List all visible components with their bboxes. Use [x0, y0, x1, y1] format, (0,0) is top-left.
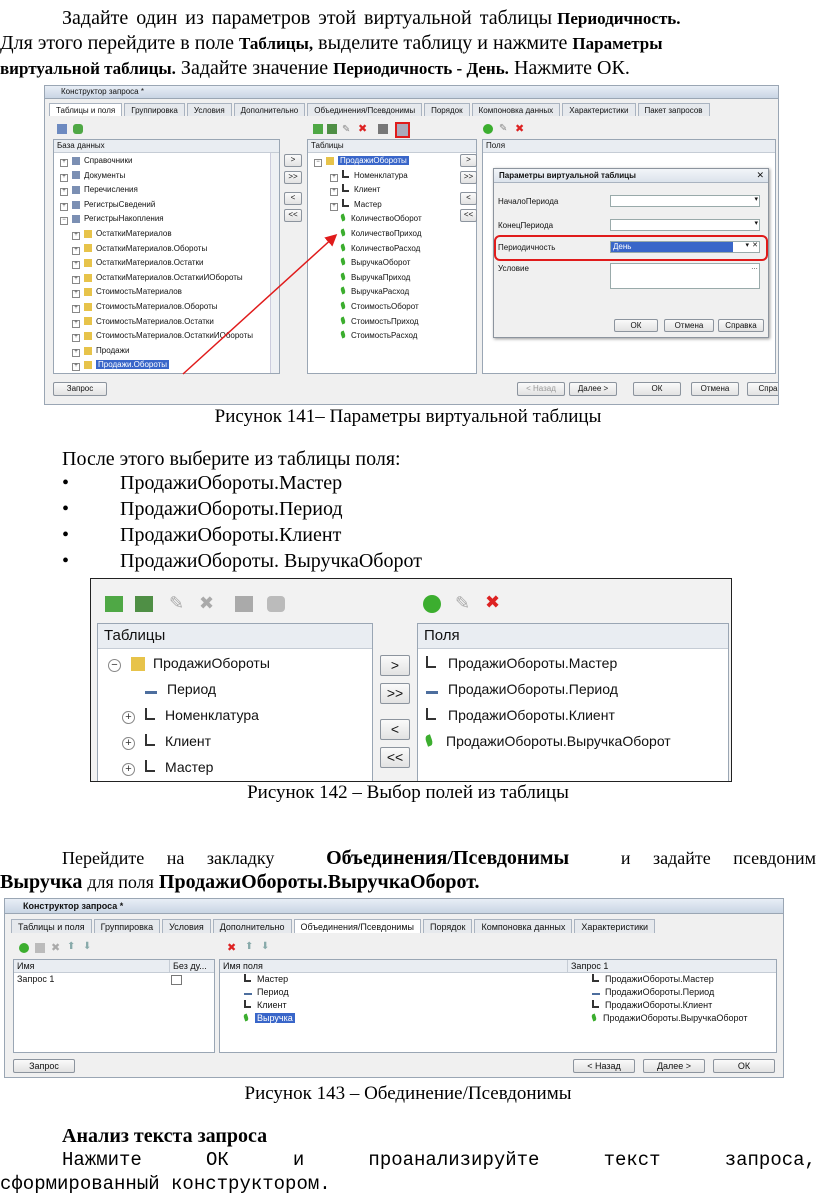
no-duplicates-checkbox[interactable] — [171, 975, 182, 985]
title-bar — [5, 899, 783, 914]
unions-paragraph — [0, 846, 816, 894]
tab-conditions[interactable]: Условия — [187, 103, 232, 116]
resource-icon — [424, 734, 433, 746]
hierarchy-icon — [145, 708, 155, 720]
label-period-end: КонецПериода — [498, 221, 554, 230]
expand-icon[interactable]: + — [72, 290, 80, 298]
hierarchy-icon — [145, 734, 155, 746]
field-label: ПродажиОбороты.Клиент — [448, 707, 615, 723]
tree-item-label: РегистрыСведений — [84, 199, 156, 209]
tree-item-label: Перечисления — [84, 185, 138, 195]
expand-icon[interactable]: + — [60, 159, 68, 167]
expand-icon[interactable]: + — [330, 188, 338, 196]
virtual-table-params-icon[interactable] — [267, 596, 285, 612]
ok-button[interactable]: ОК — [713, 1059, 775, 1073]
tree-item-label: ОстаткиМатериалов.Обороты — [96, 243, 208, 253]
next-button[interactable]: Далее > — [569, 382, 617, 396]
edit-icon[interactable]: ✎ — [342, 124, 351, 135]
expand-icon[interactable]: + — [60, 174, 68, 182]
delete-icon[interactable]: ✖ — [227, 942, 237, 954]
resource-icon — [591, 1014, 597, 1022]
analysis-word: Нажмите — [62, 1149, 142, 1171]
caption-141: Рисунок 141– Параметры виртуальной таблицы — [214, 406, 602, 427]
register-icon — [131, 657, 145, 671]
after-text: После этого выберите из таблицы поля: — [62, 448, 401, 470]
tree-row[interactable] — [122, 758, 213, 776]
list-item: • ПродажиОбороты. ВыручкаОборот — [62, 550, 422, 572]
tree-row[interactable] — [108, 654, 270, 672]
label-period-start: НачалоПериода — [498, 197, 559, 206]
tree-item-label: ВыручкаРасход — [351, 287, 410, 297]
next-button[interactable]: Далее > — [643, 1059, 705, 1073]
dimension-icon — [592, 993, 600, 995]
list-item: • ПродажиОбороты.Клиент — [62, 524, 342, 546]
tree-item-label: КоличествоОборот — [351, 214, 422, 224]
figure-141-query-builder — [44, 85, 779, 405]
tab-data-composition[interactable]: Компоновка данных — [474, 919, 572, 933]
expand-icon[interactable]: + — [72, 232, 80, 240]
source-field: ПродажиОбороты.ВыручкаОборот — [603, 1013, 748, 1023]
analysis-word: запроса, — [724, 1149, 816, 1171]
tree-item-label: КоличествоПриход — [351, 229, 422, 238]
delete-icon[interactable]: ✖ — [358, 123, 368, 135]
tab-additional[interactable]: Дополнительно — [234, 103, 306, 116]
analysis-word: текст — [603, 1149, 661, 1171]
tree-item-label: КоличествоРасход — [351, 243, 421, 253]
delete-icon[interactable]: ✖ — [51, 942, 61, 954]
label-periodicity: Периодичность — [498, 243, 556, 252]
tree-item-label: Продажи.Обороты — [98, 360, 168, 370]
tab-conditions[interactable]: Условия — [162, 919, 211, 933]
tree-item-label: ВыручкаПриход — [351, 272, 411, 282]
analysis-word: ОК — [205, 1149, 229, 1171]
tree-item-label: Мастер — [354, 199, 382, 209]
alias-name: Выручка — [257, 1013, 293, 1023]
edit-field-icon[interactable]: ✎ — [499, 123, 508, 134]
alias-cell[interactable] — [244, 973, 288, 986]
dialog-title: Параметры виртуальной таблицы — [499, 171, 636, 180]
tree-item-label: СтоимостьРасход — [351, 331, 418, 341]
hierarchy-icon — [592, 1000, 599, 1008]
list-item[interactable] — [426, 706, 615, 724]
alias-name: Клиент — [257, 1000, 287, 1010]
intro-paragraph — [0, 6, 816, 81]
hierarchy-icon — [426, 708, 436, 720]
column-query-1: Запрос 1 — [567, 960, 608, 972]
source-cell — [592, 1012, 747, 1025]
field-label: ПродажиОбороты.ВыручкаОборот — [446, 733, 671, 749]
tab-tables-fields[interactable]: Таблицы и поля — [49, 103, 122, 116]
tree-item-label: Клиент — [165, 733, 212, 749]
source-field: ПродажиОбороты.Мастер — [605, 974, 714, 984]
source-cell — [592, 986, 714, 999]
move-all-left-button[interactable]: << — [284, 209, 302, 222]
tree-row[interactable] — [122, 680, 216, 698]
expand-icon[interactable]: + — [72, 261, 80, 269]
expand-icon[interactable]: + — [122, 737, 135, 750]
delete-field-icon[interactable]: ✖ — [485, 592, 501, 612]
window-title: Конструктор запроса * — [23, 901, 124, 911]
tables-header: Таблицы — [98, 624, 372, 649]
hierarchy-icon — [145, 760, 155, 772]
tab-tables-fields[interactable]: Таблицы и поля — [11, 919, 92, 933]
source-cell — [592, 973, 714, 986]
expand-icon[interactable]: + — [60, 203, 68, 211]
tree-item-label: РегистрыНакопления — [84, 214, 164, 224]
add-table-icon[interactable] — [105, 596, 123, 612]
tab-grouping[interactable]: Группировка — [94, 919, 160, 933]
periodicity-value: День — [611, 242, 733, 252]
column-field-name: Имя поля — [223, 961, 263, 971]
ok-button[interactable]: ОК — [633, 382, 681, 396]
tree-item-label: СтоимостьМатериалов — [96, 287, 182, 297]
move-up-icon[interactable]: ⬆ — [245, 941, 254, 952]
tree-item-label: СтоимостьМатериалов.Остатки — [96, 316, 214, 326]
dialog-ok-button[interactable]: ОК — [614, 319, 658, 332]
move-up-icon[interactable]: ⬆ — [67, 941, 76, 952]
tab-unions-aliases[interactable]: Объединения/Псевдонимы — [307, 103, 422, 116]
expand-icon[interactable]: + — [72, 320, 80, 328]
unions-line-1: Перейдите на закладку Объединения/Псевдонимы и задайте псевдоним — [62, 847, 816, 869]
tree-item-label: Клиент — [354, 185, 381, 195]
analysis-line-1-words — [62, 1148, 816, 1172]
clear-icon[interactable]: ✕ — [752, 242, 758, 249]
add-all-fields-button[interactable]: >> — [460, 171, 477, 184]
analysis-word: проанализируйте — [368, 1149, 540, 1171]
column-no-duplicates: Без ду... — [169, 960, 207, 972]
tree-item-label: Номенклатура — [354, 170, 408, 180]
cancel-button[interactable]: Отмена — [691, 382, 739, 396]
database-header: База данных — [54, 140, 279, 153]
analysis-word: и — [292, 1149, 305, 1171]
move-left-button[interactable]: < — [284, 192, 302, 205]
alias-name: Мастер — [257, 974, 289, 984]
expand-icon[interactable]: − — [314, 159, 322, 167]
queries-header — [14, 960, 214, 973]
expand-icon[interactable]: + — [72, 349, 80, 357]
figure-142-fields-selection — [90, 578, 732, 782]
source-field: ПродажиОбороты.Клиент — [605, 1000, 713, 1010]
aliases-header — [220, 960, 776, 973]
back-button[interactable]: < Назад — [573, 1059, 635, 1073]
move-down-icon[interactable]: ⬇ — [261, 941, 270, 952]
list-item[interactable] — [426, 654, 617, 672]
chevron-down-icon[interactable]: ▾ — [754, 196, 758, 203]
expand-icon[interactable]: + — [60, 188, 68, 196]
tree-item-label: ОстаткиМатериалов.Остатки — [96, 258, 204, 268]
move-all-right-button[interactable]: >> — [284, 171, 302, 184]
list-item[interactable] — [426, 680, 618, 698]
edit-field-icon[interactable]: ✎ — [455, 593, 471, 613]
tree-item-label: СтоимостьМатериалов.ОстаткиИОбороты — [96, 331, 253, 341]
tab-grouping[interactable]: Группировка — [124, 103, 185, 116]
list-item[interactable] — [426, 732, 671, 750]
replace-table-icon[interactable] — [235, 596, 253, 612]
edit-icon[interactable]: ✎ — [169, 593, 185, 613]
red-arrow-annotation — [45, 86, 778, 404]
move-right-button[interactable]: > — [380, 655, 410, 676]
tree-item-label: Номенклатура — [165, 707, 259, 723]
fields-header: Поля — [483, 140, 775, 153]
alias-name: Период — [257, 987, 289, 997]
tree-item-label: ОстаткиМатериалов — [96, 229, 172, 238]
label-condition: Условие — [498, 264, 529, 273]
tab-additional[interactable]: Дополнительно — [213, 919, 292, 933]
dimension-icon — [426, 691, 438, 694]
tab-order[interactable]: Порядок — [424, 103, 470, 116]
tab-unions-aliases[interactable]: Объединения/Псевдонимы — [294, 919, 421, 933]
query-button[interactable]: Запрос — [53, 382, 107, 396]
hierarchy-icon — [244, 1000, 251, 1008]
tab-characteristics[interactable]: Характеристики — [574, 919, 655, 933]
close-icon[interactable]: ✕ — [756, 170, 764, 180]
table-row[interactable] — [220, 986, 776, 999]
move-down-icon[interactable]: ⬇ — [83, 941, 92, 952]
column-name: Имя — [17, 961, 35, 971]
intro-line-2: Для этого перейдите в поле Таблицы, выделите таблицу и нажмите Параметры — [0, 32, 663, 54]
tables-header: Таблицы — [308, 140, 476, 153]
dimension-icon — [145, 691, 157, 694]
tab-characteristics[interactable]: Характеристики — [562, 103, 635, 116]
move-left-button[interactable]: < — [380, 719, 410, 740]
tree-item-label: СтоимостьМатериалов.Обороты — [96, 302, 218, 311]
tree-item-label: ВыручкаОборот — [351, 258, 411, 268]
delete-icon[interactable]: ✖ — [199, 593, 215, 613]
source-cell — [592, 999, 712, 1012]
move-all-left-button[interactable]: << — [380, 747, 410, 768]
fields-panel — [417, 623, 729, 782]
fields-header: Поля — [418, 624, 728, 649]
table-row[interactable] — [220, 1012, 776, 1025]
tree-row[interactable] — [122, 732, 211, 750]
alias-cell[interactable] — [244, 986, 289, 999]
help-button[interactable]: Спра — [747, 382, 779, 396]
alias-cell[interactable] — [244, 1012, 295, 1025]
field-label: ПродажиОбороты.Мастер — [448, 655, 618, 671]
aliases-panel — [219, 959, 777, 1053]
chevron-down-icon[interactable]: ▾ — [745, 242, 749, 249]
tree-item-label: Мастер — [165, 759, 214, 775]
expand-icon[interactable]: + — [72, 305, 80, 313]
analysis-text — [0, 1148, 816, 1196]
tree-item-label: ОстаткиМатериалов.ОстаткиИОбороты — [96, 272, 243, 282]
queries-panel — [13, 959, 215, 1053]
expand-icon[interactable]: + — [72, 334, 80, 342]
ellipsis-icon[interactable]: … — [751, 264, 758, 271]
tab-bar — [5, 919, 783, 933]
expand-icon[interactable]: + — [72, 276, 80, 284]
aliases-rows — [220, 973, 776, 1025]
expand-icon[interactable]: + — [330, 203, 338, 211]
back-button[interactable]: < Назад — [517, 382, 565, 396]
tab-query-batch[interactable]: Пакет запросов — [638, 103, 710, 116]
add-subquery-icon[interactable] — [135, 596, 153, 612]
remove-field-button[interactable]: < — [460, 192, 477, 205]
copy-icon[interactable] — [35, 943, 45, 953]
unions-line-2: Выручка для поля ПродажиОбороты.ВыручкаОборот. — [0, 871, 480, 893]
analysis-line-1 — [0, 1148, 816, 1172]
list-item: • ПродажиОбороты.Мастер — [62, 472, 343, 494]
expand-icon[interactable]: + — [330, 174, 338, 182]
analysis-line-2: сформированный конструктором. — [0, 1173, 331, 1195]
tree-item-label: СтоимостьПриход — [351, 316, 419, 326]
analysis-heading: Анализ текста запроса — [62, 1125, 268, 1147]
hierarchy-icon — [426, 656, 436, 668]
tree-item-label: ПродажиОбороты — [153, 655, 270, 671]
expand-icon[interactable]: + — [72, 363, 80, 371]
tree-row[interactable] — [122, 706, 259, 724]
hierarchy-icon — [244, 974, 251, 982]
expand-icon[interactable]: − — [108, 659, 121, 672]
tree-item-label: Продажи — [96, 345, 130, 355]
table-row[interactable] — [220, 999, 776, 1012]
bullet: • — [62, 472, 70, 494]
intro-line-3: виртуальной таблицы. Задайте значение Периодичность - День. Нажмите ОК. — [0, 57, 630, 79]
tab-order[interactable]: Порядок — [423, 919, 472, 933]
fields-bullet-list — [62, 471, 422, 575]
field-label: ПродажиОбороты.Период — [448, 681, 618, 697]
hierarchy-icon — [592, 974, 599, 982]
caption-142: Рисунок 142 – Выбор полей из таблицы — [247, 782, 569, 803]
bullet: • — [62, 524, 70, 546]
list-item: • ПродажиОбороты.Период — [62, 498, 343, 520]
intro-line-1: Задайте один из параметров этой виртуальной таблицы Периодичность. — [62, 7, 681, 29]
table-row[interactable]: Запрос 1 — [14, 973, 214, 986]
bullet: • — [62, 550, 70, 572]
query-button[interactable]: Запрос — [13, 1059, 75, 1073]
tree-item-label: Документы — [84, 170, 126, 180]
table-row[interactable] — [220, 973, 776, 986]
dialog-help-button[interactable]: Справка — [718, 319, 764, 332]
dimension-icon — [244, 993, 252, 995]
expand-icon[interactable]: + — [72, 247, 80, 255]
bullet: • — [62, 498, 70, 520]
tree-item-label: Справочники — [84, 156, 133, 165]
source-field: ПродажиОбороты.Период — [605, 987, 715, 997]
expand-icon[interactable]: + — [122, 763, 135, 776]
add-field-right-button[interactable]: > — [460, 154, 477, 167]
tab-data-composition[interactable]: Компоновка данных — [472, 103, 561, 116]
tree-item-label: Период — [167, 681, 217, 697]
remove-all-fields-button[interactable]: << — [460, 209, 477, 222]
move-right-button[interactable]: > — [284, 154, 302, 167]
delete-field-icon[interactable]: ✖ — [515, 123, 525, 135]
tables-panel — [97, 623, 373, 782]
add-icon[interactable] — [19, 943, 29, 953]
caption-143: Рисунок 143 – Обединение/Псевдонимы — [244, 1083, 572, 1104]
add-field-icon[interactable] — [423, 595, 441, 613]
chevron-down-icon[interactable]: ▾ — [754, 220, 758, 227]
alias-cell[interactable] — [244, 999, 287, 1012]
figure-143-unions-aliases — [4, 898, 784, 1078]
tree-item-label: СтоимостьОборот — [351, 302, 419, 311]
expand-icon[interactable]: − — [60, 217, 68, 225]
move-all-right-button[interactable]: >> — [380, 683, 410, 704]
window-title: Конструктор запроса * — [61, 87, 144, 96]
tree-item-label: ПродажиОбороты — [340, 156, 407, 165]
dialog-cancel-button[interactable]: Отмена — [664, 319, 714, 332]
expand-icon[interactable]: + — [122, 711, 135, 724]
resource-icon — [243, 1014, 249, 1022]
